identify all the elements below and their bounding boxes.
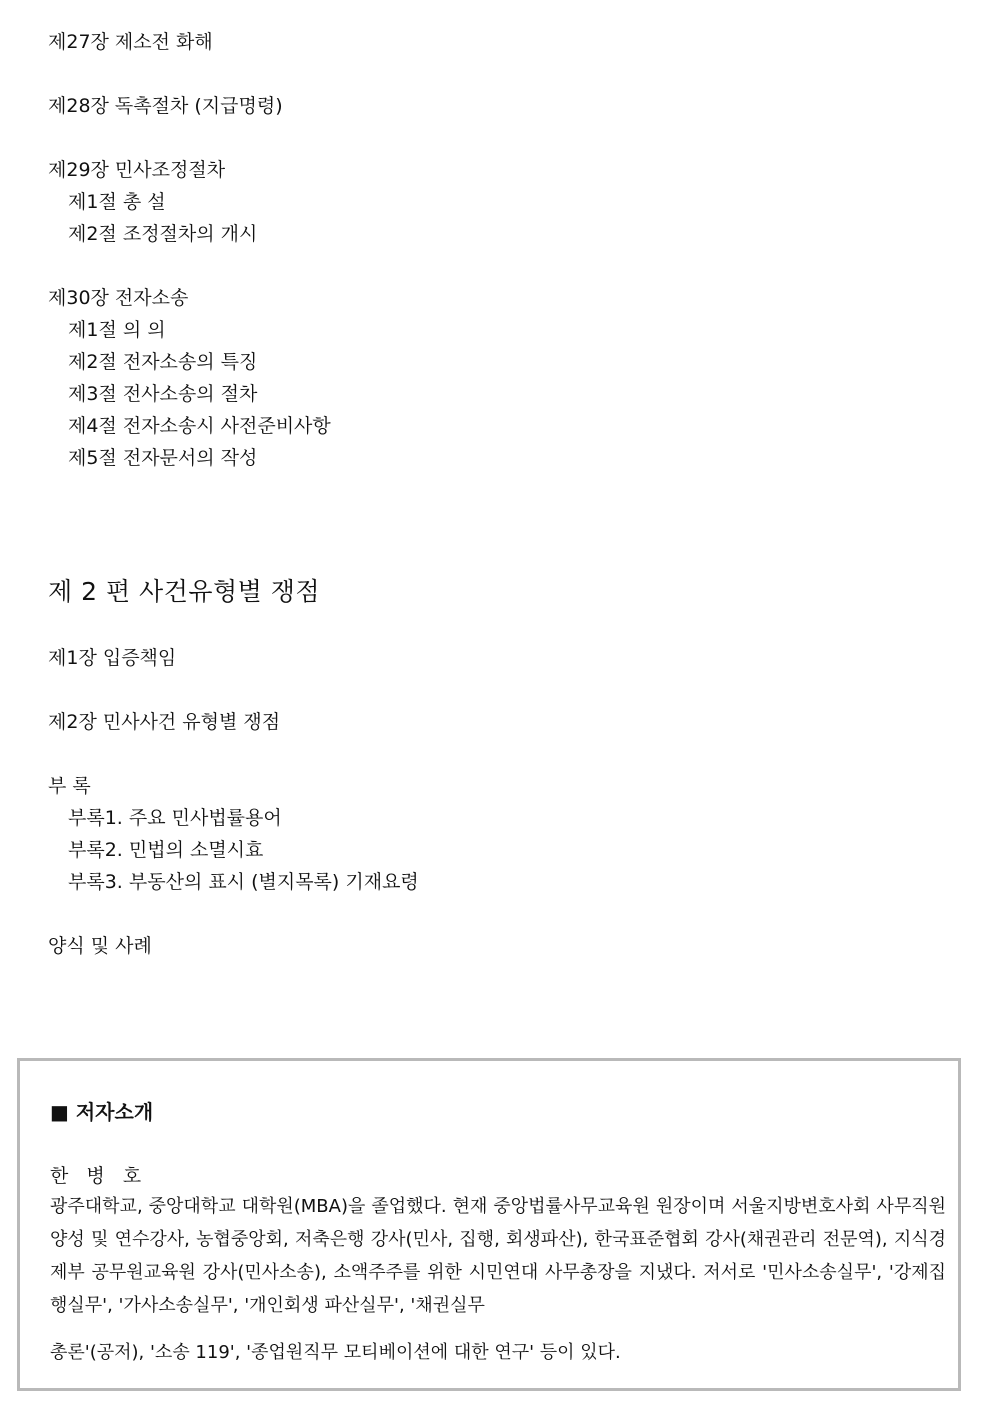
- part-2-title: 제 2 편 사건유형별 쟁점: [48, 577, 321, 606]
- author-intro-box: [17, 1058, 961, 1391]
- chapter-29-section-2: 제2절 조정절차의 개시: [68, 223, 258, 245]
- author-name: 한 병 호: [50, 1165, 148, 1187]
- appendix-item-1: 부록1. 주요 민사법률용어: [68, 807, 282, 829]
- author-bio-last-line: 총론'(공저), '소송 119', '종업원직무 모티베이션에 대한 연구' 등이 있다.: [50, 1342, 621, 1363]
- chapter-30-section-2: 제2절 전자소송의 특징: [68, 351, 258, 373]
- author-intro-heading: ■ 저자소개: [50, 1100, 154, 1124]
- chapter-30-section-5: 제5절 전자문서의 작성: [68, 447, 258, 469]
- chapter-30-section-3: 제3절 전사소송의 절차: [68, 383, 258, 405]
- author-bio-main: 광주대학교, 중앙대학교 대학원(MBA)을 졸업했다. 현재 중앙법률사무교육원 원장이며 서울지방변호사회 사무직원 양성 및 연수강사, 농협중앙회, 저축은행 강사(민사, 집행, 회생파산), 한국표준협회 강사(채권관리 전문역), 지식경제부 공무원교육원 강사(민사소송), 소액주주를 위한 시민연대 사무총장을 지냈다. 저서로 '민사소송실무', '강제집행실무', '가사소송실무', '개인회생 파산실무', '채권실무: [50, 1196, 946, 1316]
- chapter-29: 제29장 민사조정절차: [48, 159, 226, 181]
- chapter-28: 제28장 독촉절차 (지급명령): [48, 95, 283, 117]
- chapter-29-section-1: 제1절 총 설: [68, 191, 166, 213]
- appendix-heading: 부 록: [48, 775, 91, 797]
- chapter-30-section-4: 제4절 전자소송시 사전준비사항: [68, 415, 331, 437]
- chapter-30-section-1: 제1절 의 의: [68, 319, 166, 341]
- author-bio: [50, 1190, 946, 1369]
- part-2-chapter-2: 제2장 민사사건 유형별 쟁점: [48, 711, 281, 733]
- appendix-item-3: 부록3. 부동산의 표시 (별지목록) 기재요령: [68, 871, 419, 893]
- appendix-item-2: 부록2. 민법의 소멸시효: [68, 839, 264, 861]
- chapter-27: 제27장 제소전 화해: [48, 31, 213, 53]
- chapter-30: 제30장 전자소송: [48, 287, 189, 309]
- forms-and-cases: 양식 및 사례: [48, 935, 152, 957]
- part-2-chapter-1: 제1장 입증책임: [48, 647, 177, 669]
